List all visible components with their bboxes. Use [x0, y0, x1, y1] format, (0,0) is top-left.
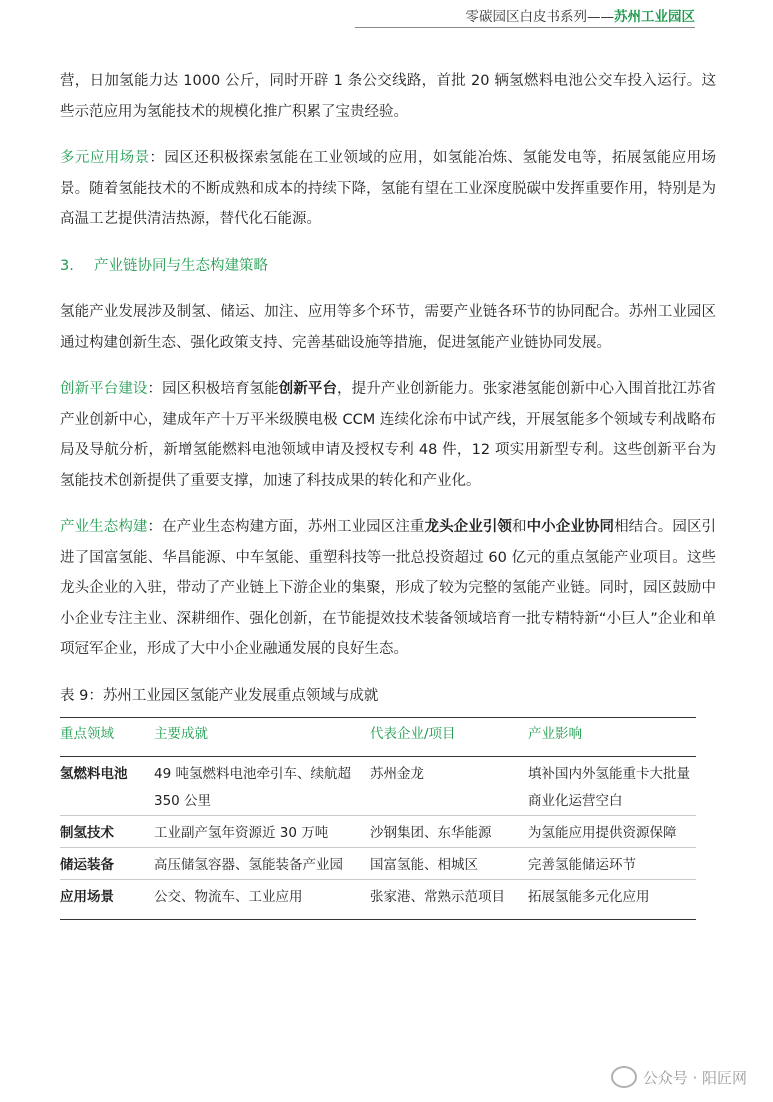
table-header-row — [60, 718, 696, 757]
table-row — [60, 848, 696, 880]
paragraph-2 — [60, 143, 716, 235]
section-heading — [60, 251, 716, 282]
section-number: 3. — [60, 257, 74, 274]
watermark-text: 公众号 · 阳匠网 — [642, 1068, 747, 1087]
table-cell: 国富氢能、相城区 — [370, 848, 528, 880]
paragraph-4-label: 创新平台建设 — [60, 381, 148, 397]
paragraph-1: 营，日加氢能力达 1000 公斤，同时开辟 1 条公交线路，首批 20 辆氢燃料电池公交车投入运行。这些示范应用为氢能技术的规模化推广积累了宝贵经验。 — [60, 73, 716, 120]
table-cell: 工业副产氢年资源近 30 万吨 — [154, 816, 370, 848]
table-cell: 储运装备 — [60, 848, 154, 880]
table-row — [60, 816, 696, 848]
paragraph-5 — [60, 512, 716, 665]
paragraph-4-text-a: ：园区积极培育氢能 — [147, 381, 279, 397]
table-cell: 为氢能应用提供资源保障 — [528, 816, 696, 848]
paragraph-5-bold-2: 中小企业协同 — [526, 519, 615, 535]
table-cell: 49 吨氢燃料电池牵引车、续航超 350 公里 — [154, 757, 370, 816]
header-rule — [355, 27, 695, 28]
achievements-table — [60, 717, 696, 920]
paragraph-5-text-a: ：在产业生态构建方面，苏州工业园区注重 — [147, 519, 425, 535]
wechat-icon — [611, 1066, 637, 1088]
table-cell: 制氢技术 — [60, 816, 154, 848]
table-caption: 表 9：苏州工业园区氢能产业发展重点领域与成就 — [60, 687, 379, 704]
paragraph-5-text-b: 相结合。园区引进了国富氢能、华昌能源、中车氢能、重塑科技等一批总投资超过 60 亿元的重点氢能产业项目。这些龙头企业的入驻，带动了产业链上下游企业的集聚，形成了较为完整的氢能产业链。同时，园区鼓励中小企业专注主业、深耕细作、强化创新，在节能提效技术装备领域培育一批专精特新“小巨人”企业和单项冠军企业，形成了大中小企业融通发展的良好生态。 — [60, 519, 717, 657]
table-cell: 苏州金龙 — [370, 757, 528, 816]
paragraph-2-label: 多元应用场景 — [60, 150, 150, 166]
table-cell: 完善氢能储运环节 — [528, 848, 696, 880]
paragraph-5-label: 产业生态构建 — [60, 519, 148, 535]
paragraph-3: 氢能产业发展涉及制氢、储运、加注、应用等多个环节，需要产业链各环节的协同配合。苏州工业园区通过构建创新生态、强化政策支持、完善基础设施等措施，促进氢能产业链协同发展。 — [60, 304, 716, 351]
table-header-cell: 重点领域 — [60, 718, 154, 757]
paragraph-5-bold-1: 龙头企业引领 — [424, 519, 512, 535]
table-cell: 拓展氢能多元化应用 — [528, 880, 696, 920]
document-body — [60, 66, 716, 920]
paragraph-4-bold: 创新平台 — [278, 381, 338, 397]
table-cell: 高压储氢容器、氢能装备产业园 — [154, 848, 370, 880]
table-cell: 公交、物流车、工业应用 — [154, 880, 370, 920]
page-header — [466, 5, 696, 25]
header-series: 零碳园区白皮书系列—— — [465, 9, 614, 25]
paragraph-4-text-b: ，提升产业创新能力。张家港氢能创新中心入围首批江苏省产业创新中心，建成年产十万平米级膜电极 CCM 连续化涂布中试产线，开展氢能多个领域专利战略布局及导航分析，新增氢能燃料电池领域申请及授权专利 48 件，12 项实用新型专利。这些创新平台为氢能技术创新提供了重要支撑，加速了科技成果的转化和产业化。 — [60, 381, 717, 489]
table-header-cell: 产业影响 — [528, 718, 696, 757]
table-cell: 应用场景 — [60, 880, 154, 920]
table-row — [60, 757, 696, 816]
header-park: 苏州工业园区 — [614, 9, 695, 25]
paragraph-4 — [60, 374, 716, 496]
paragraph-2-text: ：园区还积极探索氢能在工业领域的应用，如氢能冶炼、氢能发电等，拓展氢能应用场景。随着氢能技术的不断成熟和成本的持续下降，氢能有望在工业深度脱碳中发挥重要作用，特别是为高温工艺提供清洁热源，替代化石能源。 — [60, 150, 717, 227]
table-cell: 张家港、常熟示范项目 — [370, 880, 528, 920]
paragraph-5-mid: 和 — [511, 519, 527, 535]
table-header-cell: 主要成就 — [154, 718, 370, 757]
table-cell: 氢燃料电池 — [60, 757, 154, 816]
section-title: 产业链协同与生态构建策略 — [94, 257, 268, 274]
table-cell: 填补国内外氢能重卡大批量商业化运营空白 — [528, 757, 696, 816]
table-row — [60, 880, 696, 920]
table-cell: 沙钢集团、东华能源 — [370, 816, 528, 848]
watermark — [611, 1066, 747, 1088]
table-header-cell: 代表企业/项目 — [370, 718, 528, 757]
